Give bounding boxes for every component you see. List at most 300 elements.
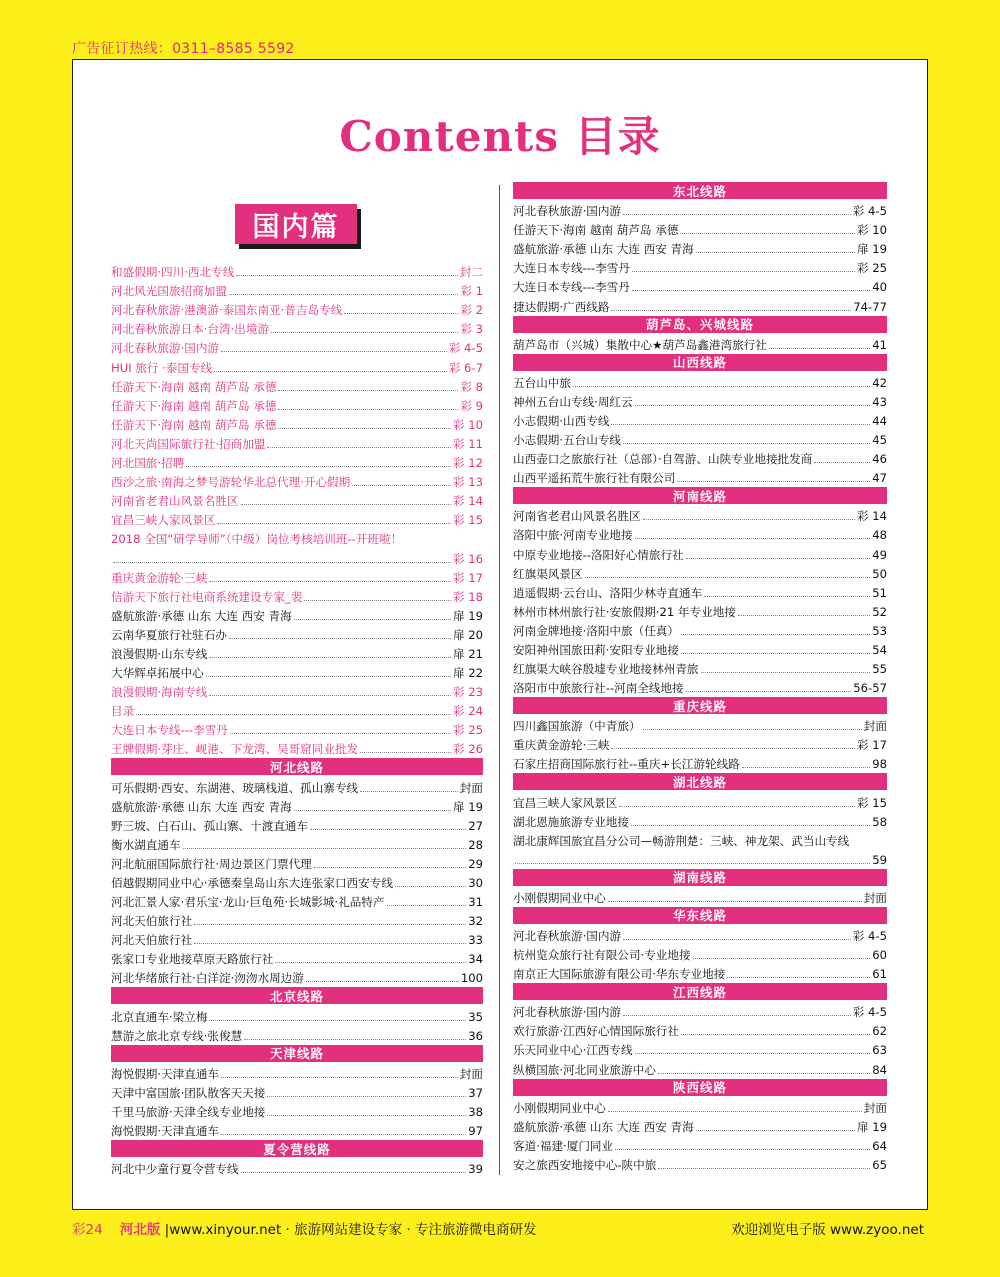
toc-entry[interactable] [111,891,483,910]
toc-entry[interactable] [513,543,887,562]
entry-page: 98 [872,757,887,772]
entry-title: 任游天下·海南 越南 葫芦岛 承德 [513,223,679,238]
toc-entry-wrapped-line[interactable] [513,849,887,868]
entry-title: 中原专业地接--洛阳好心情旅行社 [513,547,684,562]
toc-entry[interactable] [111,567,483,586]
entry-title: 纵横国旅·河北同业旅游中心 [513,1062,656,1077]
toc-entry[interactable] [111,967,483,986]
toc-entry[interactable] [513,238,887,257]
toc-entry[interactable] [111,681,483,700]
entry-title: 浪漫假期·山东专线 [111,646,208,661]
toc-entry[interactable] [111,261,483,280]
entry-page: 彩 23 [452,685,483,700]
toc-entry[interactable] [513,429,887,448]
toc-entry[interactable] [513,715,887,734]
entry-title: 小刚假期同业中心 [513,1100,606,1115]
entry-title: 杭州览众旅行社有限公司·专业地接 [513,948,691,963]
toc-entry[interactable] [513,1135,887,1154]
toc-entry-wrapped-line[interactable] [111,547,483,566]
toc-entry[interactable] [111,452,483,471]
entry-title: 信游天下旅行社电商系统建设专家_裴 [111,589,303,604]
dot-leader [769,348,870,349]
toc-entry[interactable] [513,467,887,486]
toc-entry[interactable] [111,280,483,299]
entry-title: 四川鑫国旅游（中青旅） [513,719,641,734]
route-section-header: 湖北线路 [513,773,887,790]
entry-page: 彩 1 [460,284,483,299]
footer-page-number: 彩24 [72,1222,103,1238]
dot-leader [693,958,871,959]
dot-leader [686,558,871,559]
toc-entry[interactable] [513,563,887,582]
entry-title: 安阳神州国旅田莉·安阳专业地接 [513,642,679,657]
route-section-header: 北京线路 [111,987,483,1004]
route-section-header: 湖南线路 [513,869,887,886]
entry-title: 五台山中旅 [513,375,571,390]
toc-entry-wrapped[interactable] [111,528,483,547]
entry-title: 河北春秋旅游·国内游 [513,204,622,219]
contents-page [72,59,928,1210]
footer-edition: 河北版 [119,1222,161,1238]
footer-left: 彩24 河北版 |www.xinyour.net · 旅游网站建设专家 · 专注旅游微电商研发 [72,1222,537,1238]
entry-title: 小志假期·五台山专线 [513,433,622,448]
toc-entry[interactable] [513,1058,887,1077]
toc-entry[interactable] [111,853,483,872]
entry-title: 盛航旅游·承德 山东 大连 西安 青海 [513,242,694,257]
entry-title: 欢行旅游·江西好心情国际旅行社 [513,1024,679,1039]
dot-leader [585,577,871,578]
entry-page: 40 [872,280,887,295]
dot-leader [623,1015,851,1016]
toc-entry[interactable] [513,1097,887,1116]
dot-leader [643,519,855,520]
toc-entry[interactable] [513,524,887,543]
entry-page: 扉 22 [452,666,483,681]
left-column [111,261,483,1177]
entry-title: 客道·福建·厦门同业 [513,1138,614,1153]
dot-leader [635,1053,871,1054]
dot-leader [236,275,457,276]
entry-page: 彩 25 [452,723,483,738]
toc-entry[interactable] [513,887,887,906]
entry-title: 海悦假期·天津直通车 [111,1066,220,1081]
toc-entry[interactable] [513,582,887,601]
entry-page: 彩 4-5 [852,1005,887,1020]
entry-title: 河北天伯旅行社 [111,914,193,929]
entry-page: 97 [468,1124,483,1139]
footer-right-text[interactable]: 欢迎浏览电子版 www.zyoo.net [731,1222,924,1238]
entry-page: 彩 14 [452,494,483,509]
dot-leader [611,424,870,425]
toc-entry[interactable] [513,448,887,467]
toc-entry[interactable] [513,639,887,658]
entry-title: 目录 [111,704,135,719]
entry-page: 彩 11 [452,436,483,451]
entry-title: 大连日本专线---李雪丹 [111,723,228,738]
dot-leader [278,390,458,391]
route-section-header: 河北线路 [111,758,483,775]
entry-page: 彩 4-5 [852,204,887,219]
entry-title: 河南金牌地接·洛阳中旅（任真） [513,623,679,638]
entry-title: 西沙之旅·南海之梦号游轮华北总代理·开心假期 [111,475,351,490]
dot-leader [696,252,855,253]
dot-leader [608,901,862,902]
entry-title: 任游天下·海南 越南 葫芦岛 承德 [111,417,277,432]
route-section-header: 华东线路 [513,907,887,924]
toc-entry[interactable] [111,1082,483,1101]
dot-leader [310,829,466,830]
entry-page: 49 [872,547,887,562]
toc-entry[interactable] [111,337,483,356]
toc-entry[interactable] [111,948,483,967]
entry-page: 扉 19 [856,242,887,257]
dot-leader [113,562,451,563]
dot-leader [229,638,451,639]
entry-title: 宜昌三峡人家风景区 [513,795,618,810]
dot-leader [244,1039,466,1040]
dot-leader [680,233,854,234]
toc-entry[interactable] [513,677,887,696]
dot-leader [209,581,451,582]
toc-entry[interactable] [111,796,483,815]
dot-leader [221,1077,458,1078]
entry-title: 河北春秋旅游·国内游 [513,1005,622,1020]
entry-page: 53 [872,623,887,638]
entry-page: 64 [872,1138,887,1153]
entry-page: 封面 [459,1066,483,1081]
entry-title: 云南华夏旅行社驻石办 [111,627,227,642]
entry-title: 衡水湖直通车 [111,837,181,852]
toc-entry[interactable] [111,700,483,719]
dot-leader [314,867,466,868]
toc-entry[interactable] [513,219,887,238]
toc-entry[interactable] [513,391,887,410]
toc-entry[interactable] [111,490,483,509]
dot-leader [267,1096,466,1097]
entry-title: 南京正大国际旅游有限公司·华东专业地接 [513,967,726,982]
entry-title: 捷达假期·广西线路 [513,299,610,314]
toc-entry[interactable] [111,1101,483,1120]
dot-leader [632,271,855,272]
entry-page: 52 [872,604,887,619]
dot-leader [681,653,870,654]
entry-page: 51 [872,585,887,600]
toc-entry[interactable] [513,1020,887,1039]
entry-title: 乐天同业中心·江西专线 [513,1043,633,1058]
toc-entry[interactable] [111,834,483,853]
toc-entry[interactable] [111,776,483,795]
toc-entry[interactable] [513,944,887,963]
entry-title: 小刚假期同业中心 [513,890,606,905]
entry-page: 65 [872,1157,887,1172]
entry-title: 洛阳市中旅旅行社--河南全线地接 [513,681,684,696]
entry-page: 36 [468,1028,483,1043]
dot-leader [632,290,870,291]
entry-page: 彩 9 [460,398,483,413]
dot-leader [136,714,451,715]
dot-leader [360,791,458,792]
dot-leader [221,1134,466,1135]
entry-page: 62 [872,1024,887,1039]
toc-entry[interactable] [513,734,887,753]
toc-entry[interactable] [111,719,483,738]
toc-entry[interactable] [513,925,887,944]
entry-page: 28 [468,837,483,852]
entry-page: 彩 8 [460,379,483,394]
entry-title: 安之旅西安地接中心-陕中旅 [513,1157,657,1172]
entry-title: 可乐假期·西安、东湖港、玻璃栈道、孤山寨专线 [111,780,359,795]
entry-page: 48 [872,528,887,543]
entry-title: 河北春秋旅游·国内游 [513,929,622,943]
route-section-header: 江西线路 [513,983,887,1000]
dot-leader [352,485,451,486]
entry-page: 56-57 [853,681,887,696]
entry-page: 彩 10 [856,223,887,238]
entry-title: 宜昌三峡人家风景区 [111,513,216,528]
entry-page: 彩 16 [452,551,483,566]
toc-entry[interactable] [111,815,483,834]
dot-leader [814,462,870,463]
footer-left-text[interactable]: www.xinyour.net · 旅游网站建设专家 · 专注旅游微电商研发 [169,1222,537,1238]
dot-leader [387,905,467,906]
dot-leader [608,1111,862,1112]
toc-entry[interactable] [111,1063,483,1082]
dot-leader [209,1020,466,1021]
toc-entry[interactable] [513,410,887,429]
toc-entry[interactable] [513,620,887,639]
dot-leader [271,332,458,333]
entry-page: 31 [468,895,483,910]
toc-entry[interactable] [111,471,483,490]
toc-entry[interactable] [111,433,483,452]
entry-page: 彩 3 [460,322,483,337]
entry-page: 32 [468,914,483,929]
route-section-header: 陕西线路 [513,1079,887,1096]
entry-page: 彩 6-7 [448,360,483,375]
dot-leader [278,428,450,429]
entry-title: 张家口专业地接草原天路旅行社 [111,952,274,967]
entry-title: 河北汇景人家·君乐宝·龙山·巨龟苑·长城影城·礼品特产 [111,895,385,910]
toc-entry[interactable] [513,601,887,620]
page-footer [72,1218,924,1238]
entry-page: 100 [460,971,483,986]
entry-page: 彩 17 [452,570,483,585]
entry-page: 彩 15 [452,513,483,528]
entry-title: 小志假期·山西专线 [513,413,610,428]
ad-hotline: 广告征订热线：0311–8585 5592 [72,41,295,57]
dot-leader [294,810,451,811]
toc-entry[interactable] [513,963,887,982]
entry-page: 封面 [863,719,887,734]
route-section-header: 河南线路 [513,487,887,504]
dot-leader [278,409,458,410]
toc-entry[interactable] [111,414,483,433]
entry-page: 84 [872,1062,887,1077]
dot-leader [623,443,870,444]
toc-entry[interactable] [513,1116,887,1135]
dot-leader [681,1034,870,1035]
toc-entry[interactable] [111,1158,483,1177]
entry-title: 河北春秋旅游·国内游 [111,341,220,356]
toc-entry[interactable] [111,356,483,375]
dot-leader [677,481,870,482]
dot-leader [635,538,871,539]
entry-title: 山西壶口之旅旅行社（总部）·自驾游、山陕专业地接批发商 [513,452,813,467]
route-section-header: 东北线路 [513,182,887,199]
toc-entry[interactable] [111,1120,483,1139]
entry-title: 海悦假期·天津直通车 [111,1124,220,1139]
toc-entry[interactable] [513,658,887,677]
dot-leader [275,962,466,963]
toc-entry[interactable] [513,753,887,772]
entry-title: 河北风光国旅招商加盟 [111,284,227,299]
toc-entry[interactable] [111,586,483,605]
entry-page: 彩 10 [452,417,483,432]
dot-leader [515,863,870,864]
route-section-header: 重庆线路 [513,697,887,714]
entry-page: 彩 4-5 [448,341,483,356]
entry-title: 2018 全国“研学导师”（中级）岗位考核培训班--开班啦！ [111,532,403,547]
toc-entry[interactable] [513,1001,887,1020]
entry-page: 彩 17 [856,738,887,753]
toc-entry[interactable] [111,509,483,528]
dot-leader [619,806,855,807]
route-section-header: 山西线路 [513,354,887,371]
entry-page: 46 [872,452,887,467]
entry-title: 河北国旅·招聘 [111,456,185,471]
toc-entry[interactable] [513,791,887,810]
entry-title: 大连日本专线---李雪丹 [513,261,630,276]
dot-leader [631,825,870,826]
toc-entry[interactable] [111,929,483,948]
entry-page: 50 [872,566,887,581]
toc-entry[interactable] [513,334,887,353]
dot-leader [611,748,855,749]
entry-title: 大华辉卓拓展中心 [111,666,204,681]
entry-title: 林州市林州旅行社·安旅假期·21 年专业地接 [513,604,736,619]
dot-leader [623,939,851,940]
entry-title: 湖北康辉国旅宜昌分公司—畅游荆楚：三峡、神龙架、武当山专线 [513,833,850,848]
entry-page: 47 [872,471,887,486]
dot-leader [194,943,466,944]
toc-entry[interactable] [513,257,887,276]
toc-entry[interactable] [111,395,483,414]
entry-title: 河北春秋旅游·港澳游·泰国东南亚·普吉岛专线 [111,303,343,318]
toc-entry[interactable] [111,872,483,891]
toc-entry[interactable] [513,372,887,391]
dot-leader [573,386,870,387]
toc-entry[interactable] [111,738,483,757]
entry-page: 43 [872,394,887,409]
route-section-header: 天津线路 [111,1045,483,1062]
right-column [513,181,887,1173]
dot-leader [209,695,451,696]
dot-leader [611,310,851,311]
toc-entry[interactable] [111,376,483,395]
toc-entry[interactable] [111,299,483,318]
entry-title: 神州五台山专线·周红云 [513,394,633,409]
entry-page: 59 [872,852,887,867]
entry-title: 和盛假期·四川·西北专线 [111,265,235,280]
dot-leader [742,767,870,768]
entry-page: 扉 19 [856,1119,887,1134]
entry-title: 盛航旅游·承德 山东 大连 西安 青海 [513,1119,694,1134]
entry-page: 30 [468,876,483,890]
entry-title: 慧游之旅北京专线·张俊慧 [111,1028,243,1043]
toc-entry[interactable] [513,200,887,219]
toc-entry[interactable] [513,295,887,314]
entry-title: 逍遥假期·云台山、洛阳少林寺直通车 [513,585,703,600]
toc-entry[interactable] [513,1154,887,1173]
dot-leader [643,729,862,730]
entry-title: 湖北恩施旅游专业地接 [513,814,629,829]
toc-entry[interactable] [111,318,483,337]
entry-page: 41 [872,337,887,352]
toc-entry[interactable] [111,605,483,624]
entry-title: 重庆黄金游轮·三峡 [513,738,610,753]
entry-page: 63 [872,1043,887,1058]
column-divider [499,185,500,1175]
dot-leader [241,1172,467,1173]
toc-entry[interactable] [111,910,483,929]
entry-page: 彩 15 [856,795,887,810]
entry-title: 浪漫假期·海南专线 [111,685,208,700]
dot-leader [738,615,870,616]
toc-entry[interactable] [513,811,887,830]
entry-page: 45 [872,433,887,448]
toc-entry[interactable] [111,643,483,662]
dot-leader [696,1130,855,1131]
toc-entry[interactable] [513,276,887,295]
dot-leader [395,886,466,887]
entry-title: 洛阳中旅·河南专业地接 [513,528,633,543]
entry-title: 盛航旅游·承德 山东 大连 西安 青海 [111,799,292,814]
entry-page: 29 [468,856,483,871]
entry-title: 任游天下·海南 越南 葫芦岛 承德 [111,398,277,413]
entry-page: 彩 14 [856,509,887,524]
entry-title: 河北航丽国际旅行社·周边景区门票代理 [111,856,312,871]
toc-entry[interactable] [513,505,887,524]
entry-page: 38 [468,1104,483,1119]
entry-page: 35 [468,1009,483,1024]
dot-leader [214,371,447,372]
dot-leader [230,733,451,734]
entry-page: 封面 [863,890,887,905]
entry-title: 红旗渠大峡谷殷墟专业地接林州青旅 [513,662,699,677]
toc-entry[interactable] [111,662,483,681]
entry-title: 葫芦岛市（兴城）集散中心★葫芦岛鑫港湾旅行社 [513,337,767,352]
dot-leader [344,313,458,314]
entry-title: 佰越假期同业中心·承德秦皇岛山东大连张家口西安专线 [111,876,393,890]
entry-title: 山西平遥拓荒牛旅行社有限公司 [513,471,676,486]
toc-entry-wrapped[interactable] [513,830,887,849]
entry-page: 39 [468,1162,483,1177]
toc-entry[interactable] [111,624,483,643]
section-title-domestic: 国内篇 [235,204,357,244]
entry-title: 野三坡、白石山、孤山寨、十渡直通车 [111,818,309,833]
entry-title: 河北华绪旅行社·白洋淀·沕沕水周边游 [111,971,304,986]
entry-page: 扉 20 [452,627,483,642]
entry-page: 扉 21 [452,646,483,661]
entry-page: 彩 13 [452,475,483,490]
dot-leader [206,676,451,677]
entry-page: 55 [872,662,887,677]
toc-entry[interactable] [111,1025,483,1044]
toc-entry[interactable] [111,1005,483,1024]
toc-entry[interactable] [513,1039,887,1058]
entry-title: 北京直通车·梁立梅 [111,1009,208,1024]
dot-leader [194,924,466,925]
